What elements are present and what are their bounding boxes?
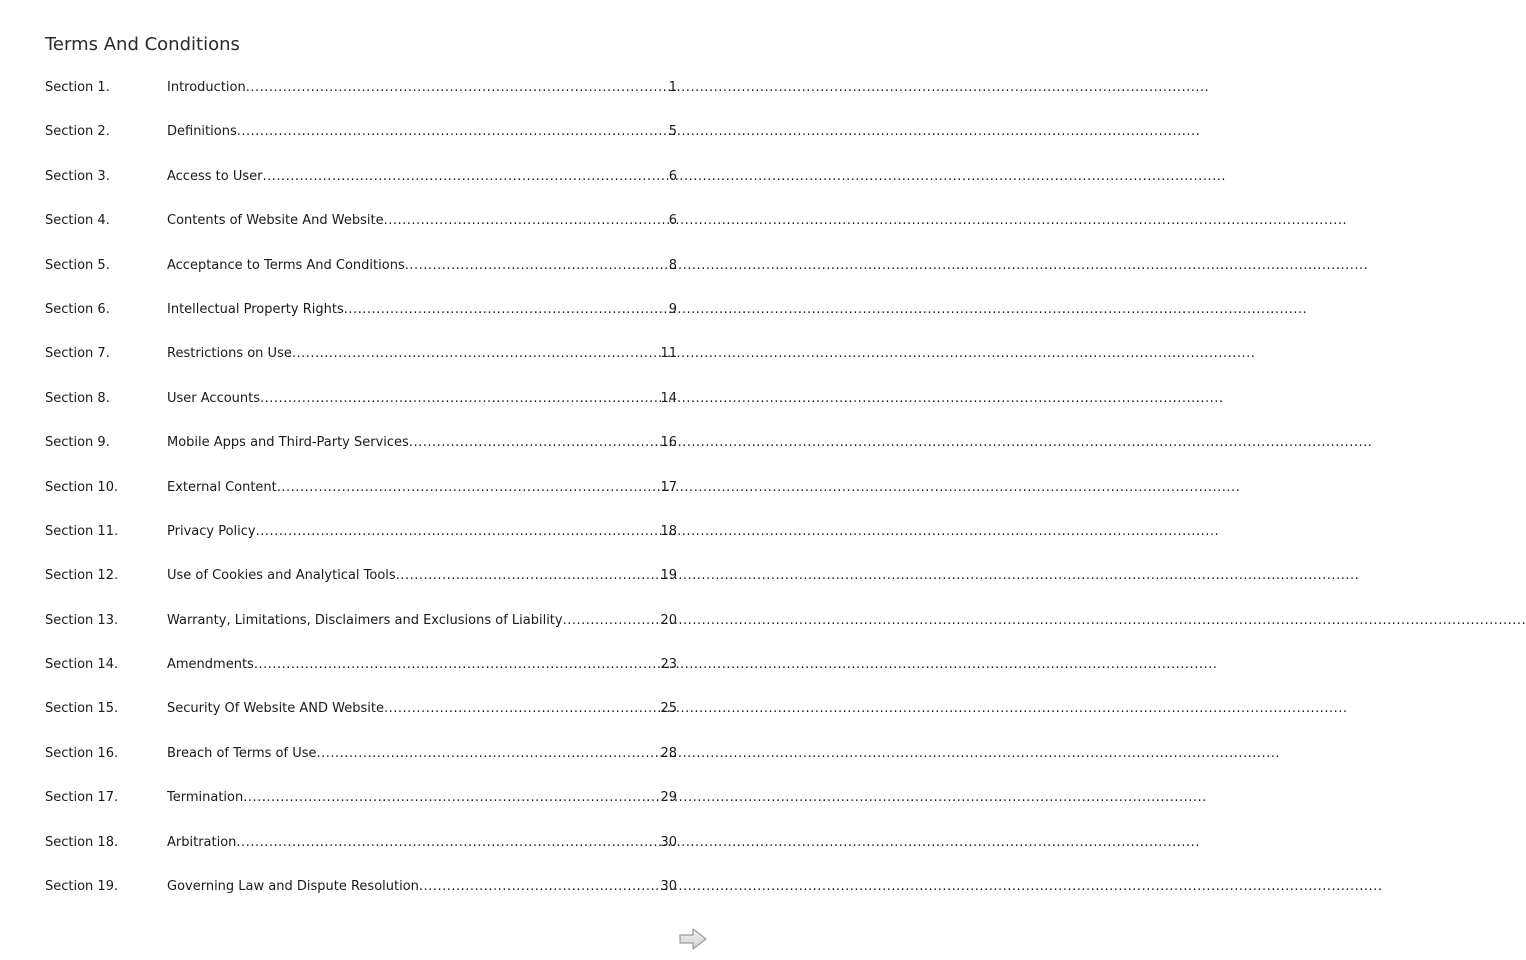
toc-page-number: 19 — [660, 568, 677, 584]
toc-entry[interactable] — [45, 877, 677, 921]
toc-entry[interactable] — [45, 522, 677, 566]
toc-section-number: Section 18. — [45, 834, 119, 850]
toc-entry[interactable] — [45, 300, 677, 344]
toc-section-number: Section 2. — [45, 124, 110, 140]
toc-page-number: 30 — [660, 879, 677, 895]
toc-dot-leader — [409, 433, 659, 453]
toc-section-number: Section 14. — [45, 657, 119, 673]
toc-section-number: Section 10. — [45, 479, 119, 495]
toc-entry[interactable] — [45, 78, 677, 122]
toc-dot-leader — [396, 566, 659, 586]
toc-dot-leader — [292, 344, 659, 364]
toc-page-number: 23 — [660, 657, 677, 673]
toc-page-number: 14 — [660, 390, 677, 406]
toc-section-title: Acceptance to Terms And Conditions — [167, 257, 405, 273]
toc-section-number: Section 15. — [45, 701, 119, 717]
toc-entry[interactable] — [45, 788, 677, 832]
toc-section-title: Mobile Apps and Third-Party Services — [167, 435, 409, 451]
toc-page-number: 5 — [668, 124, 677, 140]
toc-dot-leader — [384, 699, 658, 719]
toc-dot-leader — [254, 655, 659, 675]
toc-entry[interactable] — [45, 167, 677, 211]
toc-section-number: Section 5. — [45, 257, 110, 273]
toc-page-number: 30 — [660, 834, 677, 850]
toc-dot-leader — [260, 389, 658, 409]
toc-page-number: 29 — [660, 790, 677, 806]
toc-dot-leader — [317, 744, 659, 764]
toc-entry[interactable] — [45, 611, 677, 655]
toc-section-number: Section 9. — [45, 435, 110, 451]
toc-page-number: 20 — [660, 612, 677, 628]
toc-entry[interactable] — [45, 478, 677, 522]
toc-section-title: Breach of Terms of Use — [167, 745, 317, 761]
toc-dot-leader — [236, 833, 658, 853]
toc-dot-leader — [246, 78, 667, 98]
toc-section-title: Intellectual Property Rights — [167, 301, 344, 317]
toc-section-number: Section 1. — [45, 80, 110, 95]
toc-dot-leader — [262, 167, 666, 187]
toc-entry[interactable] — [45, 433, 677, 477]
toc-section-title: Introduction — [167, 80, 246, 95]
toc-section-number: Section 16. — [45, 745, 119, 761]
toc-section-title: Definitions — [167, 124, 237, 140]
toc-dot-leader — [256, 522, 659, 542]
toc-section-title: Warranty, Limitations, Disclaimers and Exclusions of Liability — [167, 612, 563, 628]
toc-section-title: Governing Law and Dispute Resolution — [167, 879, 419, 895]
toc-entry[interactable] — [45, 655, 677, 699]
page-title: Terms And Conditions — [45, 34, 240, 55]
toc-entry[interactable] — [45, 744, 677, 788]
toc-entry[interactable] — [45, 566, 677, 610]
toc-section-title: Termination — [167, 790, 244, 806]
toc-page-number: 18 — [660, 523, 677, 539]
toc-section-number: Section 6. — [45, 301, 110, 317]
toc-page-number: 9 — [668, 301, 677, 317]
toc-page-number: 8 — [668, 257, 677, 273]
toc-dot-leader — [563, 611, 659, 631]
toc-section-number: Section 19. — [45, 879, 119, 895]
toc-dot-leader — [405, 256, 667, 276]
next-page-button[interactable] — [678, 926, 708, 952]
toc-section-title: Use of Cookies and Analytical Tools — [167, 568, 396, 584]
toc-section-title: External Content — [167, 479, 277, 495]
toc-section-number: Section 4. — [45, 213, 110, 229]
toc-dot-leader — [243, 788, 658, 808]
toc-section-number: Section 12. — [45, 568, 119, 584]
toc-dot-leader — [277, 478, 659, 498]
toc-section-title: Access to User — [167, 168, 263, 184]
toc-dot-leader — [344, 300, 667, 320]
toc-section-title: Privacy Policy — [167, 523, 256, 539]
toc-section-number: Section 11. — [45, 523, 119, 539]
toc-entry[interactable] — [45, 122, 677, 166]
toc-section-title: Restrictions on Use — [167, 346, 292, 362]
toc-section-title: Arbitration — [167, 834, 237, 850]
toc-page-number: 6 — [668, 213, 677, 229]
toc-page-number: 16 — [660, 435, 677, 451]
toc-entry[interactable] — [45, 344, 677, 388]
toc-section-title: Amendments — [167, 657, 254, 673]
toc-page-number: 6 — [668, 168, 677, 184]
next-arrow-icon — [678, 926, 708, 952]
toc-section-number: Section 8. — [45, 390, 110, 406]
toc-entry[interactable] — [45, 211, 677, 255]
toc-entry[interactable] — [45, 389, 677, 433]
toc-section-number: Section 13. — [45, 612, 119, 628]
toc-section-number: Section 17. — [45, 790, 119, 806]
toc-section-number: Section 7. — [45, 346, 110, 362]
toc-dot-leader — [237, 122, 667, 142]
toc-page-number: 25 — [660, 701, 677, 717]
toc-entry[interactable] — [45, 833, 677, 877]
table-of-contents — [45, 78, 677, 921]
toc-entry[interactable] — [45, 699, 677, 743]
toc-page-number: 1 — [668, 80, 677, 95]
toc-page-number: 28 — [660, 745, 677, 761]
toc-page-number: 17 — [660, 479, 677, 495]
toc-entry[interactable] — [45, 256, 677, 300]
toc-section-title: Security Of Website AND Website — [167, 701, 384, 717]
toc-dot-leader — [384, 211, 667, 231]
toc-page-number: 11 — [660, 346, 677, 362]
toc-dot-leader — [419, 877, 659, 897]
toc-section-title: User Accounts — [167, 390, 261, 406]
toc-section-title: Contents of Website And Website — [167, 213, 384, 229]
toc-section-number: Section 3. — [45, 168, 110, 184]
